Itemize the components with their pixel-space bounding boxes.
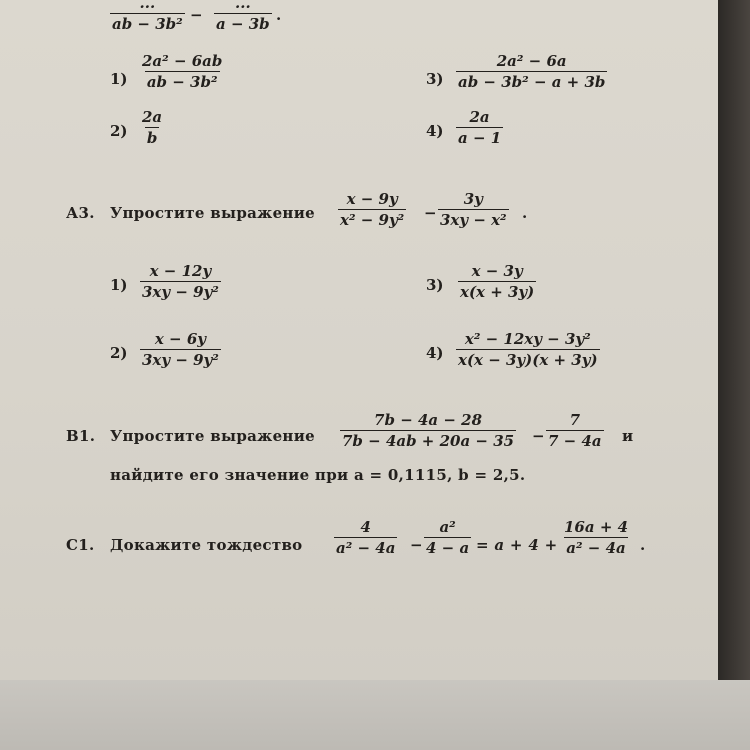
c1-text: Докажите тождество <box>110 536 303 554</box>
a3-fraction-2 <box>438 190 509 229</box>
a2-option-4-label: 4) <box>426 122 444 140</box>
top-fraction-right <box>214 0 272 33</box>
a2-option-1-fraction <box>140 52 224 91</box>
top-fraction-left-num: ... <box>139 0 156 12</box>
top-fraction-right-den: a − 3b <box>216 15 270 33</box>
a3-option-2-den: 3xy − 9y² <box>142 351 219 369</box>
c1-minus: − <box>410 536 423 554</box>
a2-option-2-den: b <box>146 129 158 147</box>
a3-fraction-1-num: x − 9y <box>346 190 398 208</box>
b1-fraction-2-num: 7 <box>569 411 581 429</box>
a2-option-4-num: 2a <box>469 108 490 126</box>
top-period: . <box>276 6 282 24</box>
c1-fraction-1-num: 4 <box>360 518 371 536</box>
c1-fraction-1 <box>334 518 397 557</box>
page-edge-shadow <box>718 0 750 685</box>
a3-option-4-fraction <box>456 330 600 369</box>
a3-label: А3. <box>66 204 95 222</box>
a3-option-3-num: x − 3y <box>471 262 523 280</box>
a2-option-2-num: 2a <box>142 108 163 126</box>
a3-option-2-num: x − 6y <box>154 330 206 348</box>
b1-line-2: найдите его значение при a = 0,1115, b = 2,5. <box>110 466 526 484</box>
a3-option-1-den: 3xy − 9y² <box>142 283 219 301</box>
a3-option-1-fraction <box>140 262 221 301</box>
a3-minus: − <box>424 204 437 222</box>
a3-period: . <box>522 204 528 222</box>
c1-fraction-2 <box>424 518 471 557</box>
c1-fraction-3-den: a² − 4a <box>566 539 626 557</box>
a2-option-4-den: a − 1 <box>458 129 502 147</box>
a3-option-2-label: 2) <box>110 344 128 362</box>
a2-option-1-den: ab − 3b² <box>146 73 218 91</box>
b1-label: В1. <box>66 427 96 445</box>
a2-option-3-num: 2a² − 6a <box>496 52 567 70</box>
a3-fraction-2-den: 3xy − x² <box>440 211 507 229</box>
c1-equals-part: = a + 4 + <box>476 536 558 554</box>
a3-option-4-num: x² − 12xy − 3y² <box>464 330 591 348</box>
c1-fraction-3-num: 16a + 4 <box>564 518 629 536</box>
a3-fraction-1-den: x² − 9y² <box>340 211 405 229</box>
b1-fraction-1-den: 7b − 4ab + 20a − 35 <box>342 432 515 450</box>
a2-option-3-label: 3) <box>426 70 444 88</box>
a2-option-3-den: ab − 3b² − a + 3b <box>458 73 606 91</box>
top-fraction-right-num: ... <box>235 0 251 12</box>
a3-option-3-label: 3) <box>426 276 444 294</box>
c1-fraction-3 <box>562 518 630 557</box>
c1-period: . <box>640 536 646 554</box>
b1-and: и <box>622 427 634 445</box>
a2-option-2-fraction <box>140 108 164 147</box>
a2-option-2-label: 2) <box>110 122 128 140</box>
a3-option-4-label: 4) <box>426 344 444 362</box>
b1-fraction-2-den: 7 − 4a <box>548 432 602 450</box>
a3-fraction-1 <box>338 190 406 229</box>
c1-fraction-1-den: a² − 4a <box>336 539 396 557</box>
a3-option-4-den: x(x − 3y)(x + 3y) <box>458 351 598 369</box>
a3-option-3-den: x(x + 3y) <box>460 283 535 301</box>
b1-fraction-2 <box>546 411 604 450</box>
top-fraction-left <box>110 0 185 33</box>
c1-fraction-2-num: a² <box>439 518 456 536</box>
underlying-page <box>0 680 750 750</box>
a3-text: Упростите выражение <box>110 204 315 222</box>
b1-fraction-1-num: 7b − 4a − 28 <box>374 411 483 429</box>
a3-option-1-num: x − 12y <box>149 262 212 280</box>
a2-option-3-fraction <box>456 52 607 91</box>
a2-option-1-num: 2a² − 6ab <box>142 52 223 70</box>
a3-fraction-2-num: 3y <box>463 190 483 208</box>
c1-fraction-2-den: 4 − a <box>426 539 470 557</box>
top-fraction-left-den: ab − 3b² <box>112 15 183 33</box>
b1-minus: − <box>532 427 545 445</box>
b1-fraction-1 <box>340 411 516 450</box>
a3-option-2-fraction <box>140 330 221 369</box>
top-minus: − <box>190 6 203 24</box>
a3-option-1-label: 1) <box>110 276 128 294</box>
c1-label: С1. <box>66 536 95 554</box>
a2-option-4-fraction <box>456 108 503 147</box>
a2-option-1-label: 1) <box>110 70 128 88</box>
a3-option-3-fraction <box>458 262 536 301</box>
b1-text: Упростите выражение <box>110 427 315 445</box>
